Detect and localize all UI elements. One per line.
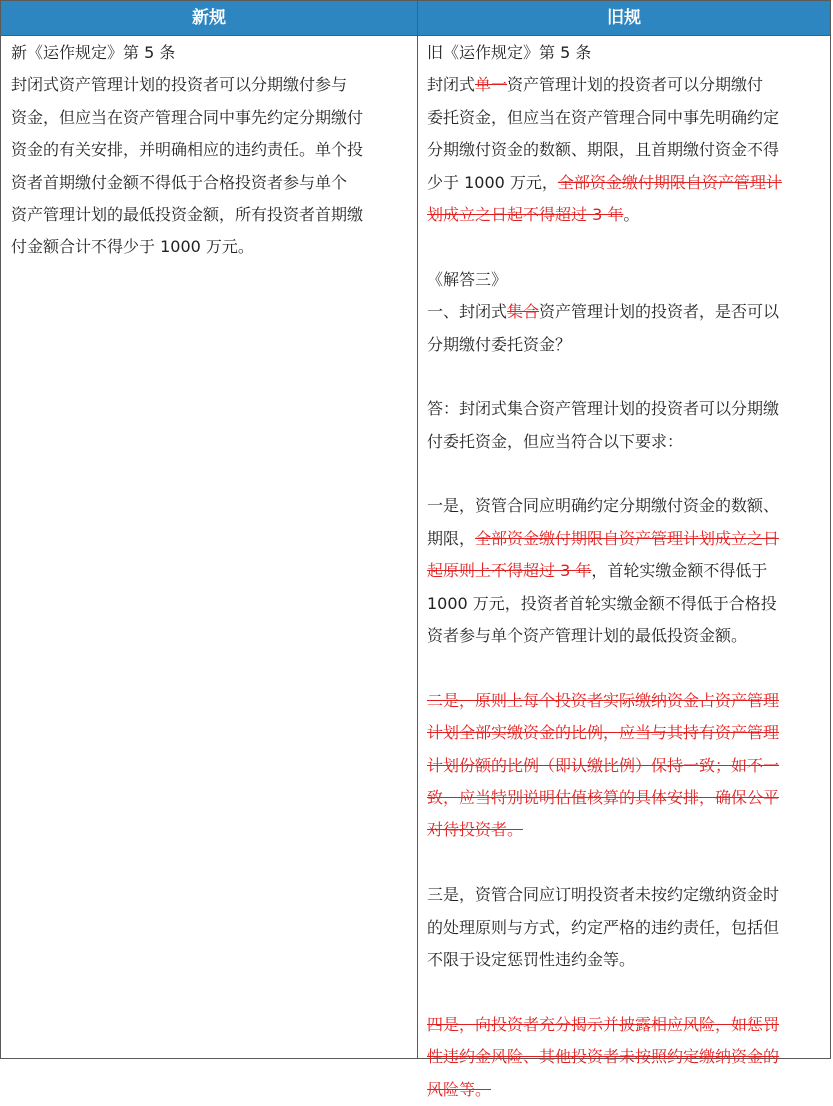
old-rule-line-deleted: 风险等。 <box>427 1079 492 1099</box>
old-rule-line: 分期缴付委托资金？ <box>427 334 572 354</box>
text: 封闭式 <box>427 75 476 95</box>
paragraph-gap <box>427 458 824 490</box>
old-rule-line: 答：封闭式集合资产管理计划的投资者可以分期缴 <box>427 399 780 419</box>
old-rule-line <box>427 69 824 101</box>
new-rule-line: 资者首期缴付金额不得低于合格投资者参与单个 <box>11 172 348 192</box>
old-rule-line: 的处理原则与方式，约定严格的违约责任，包括但 <box>427 917 780 937</box>
deleted-text: 单一 <box>475 75 508 95</box>
paragraph-gap <box>427 652 824 684</box>
old-rule-line <box>427 167 824 199</box>
header-new-rule: 新规 <box>192 8 226 28</box>
old-rule-line <box>427 199 824 231</box>
text: 期限， <box>427 528 476 548</box>
new-rule-line: 付金额合计不得少于 1000 万元。 <box>11 237 254 257</box>
old-rule-line-deleted: 致，应当特别说明估值核算的具体安排，确保公平 <box>427 787 780 807</box>
text: 资产管理计划的投资者可以分期缴付 <box>507 75 764 95</box>
old-rule-column <box>427 37 824 1106</box>
old-rule-line: 旧《运作规定》第 5 条 <box>427 43 592 62</box>
header-divider <box>1 35 830 36</box>
old-rule-line-deleted: 性违约金风险、其他投资者未按照约定缴纳资金的 <box>427 1047 780 1067</box>
table-header <box>1 1 830 35</box>
old-rule-line <box>427 296 824 328</box>
deleted-text: 全部资金缴付期限自资产管理计划成立之日 <box>475 528 780 548</box>
old-rule-line-deleted: 二是，原则上每个投资者实际缴纳资金占资产管理 <box>427 690 780 710</box>
paragraph-gap <box>427 976 824 1008</box>
old-rule-line <box>427 555 824 587</box>
paragraph-gap <box>427 847 824 879</box>
paragraph-gap <box>427 361 824 393</box>
column-divider <box>417 1 418 1058</box>
old-rule-line-deleted: 计划全部实缴资金的比例，应当与其持有资产管理 <box>427 723 780 743</box>
deleted-text: 集合 <box>507 302 540 322</box>
paragraph-gap <box>427 231 824 263</box>
deleted-text: 划成立之日起不得超过 3 年 <box>427 204 624 224</box>
new-rule-line: 资金的有关安排，并明确相应的违约责任。单个投 <box>11 140 364 160</box>
text: 少于 1000 万元， <box>427 172 558 192</box>
old-rule-line <box>427 523 824 555</box>
new-rule-line: 封闭式资产管理计划的投资者可以分期缴付参与 <box>11 75 348 95</box>
text: ，首轮实缴金额不得低于 <box>591 561 768 581</box>
text: 资产管理计划的投资者，是否可以 <box>539 302 780 322</box>
new-rule-line: 新《运作规定》第 5 条 <box>11 43 176 62</box>
old-rule-line: 付委托资金，但应当符合以下要求： <box>427 431 684 451</box>
new-rule-line: 资产管理计划的最低投资金额，所有投资者首期缴 <box>11 204 364 224</box>
old-rule-line-deleted: 计划份额的比例（即认缴比例）保持一致；如不一 <box>427 755 780 775</box>
new-rule-column <box>11 37 409 264</box>
old-rule-line: 《解答三》 <box>427 269 508 289</box>
old-rule-line: 资者参与单个资产管理计划的最低投资金额。 <box>427 626 748 646</box>
old-rule-line: 三是，资管合同应订明投资者未按约定缴纳资金时 <box>427 885 780 905</box>
text: 一、封闭式 <box>427 302 508 322</box>
old-rule-line-deleted: 对待投资者。 <box>427 820 524 840</box>
new-rule-line: 资金，但应当在资产管理合同中事先约定分期缴付 <box>11 107 364 127</box>
old-rule-line: 一是，资管合同应明确约定分期缴付资金的数额、 <box>427 496 780 516</box>
old-rule-line: 分期缴付资金的数额、期限，且首期缴付资金不得 <box>427 140 780 160</box>
header-old-rule: 旧规 <box>607 8 641 28</box>
deleted-text: 全部资金缴付期限自资产管理计 <box>557 172 782 192</box>
old-rule-line-deleted: 四是，向投资者充分揭示并披露相应风险，如惩罚 <box>427 1014 780 1034</box>
deleted-text: 起原则上不得超过 3 年 <box>427 561 592 581</box>
old-rule-line: 委托资金，但应当在资产管理合同中事先明确约定 <box>427 107 780 127</box>
old-rule-line: 不限于设定惩罚性违约金等。 <box>427 949 636 969</box>
old-rule-line: 1000 万元，投资者首轮实缴金额不得低于合格投 <box>427 593 777 613</box>
text: 。 <box>623 204 640 224</box>
